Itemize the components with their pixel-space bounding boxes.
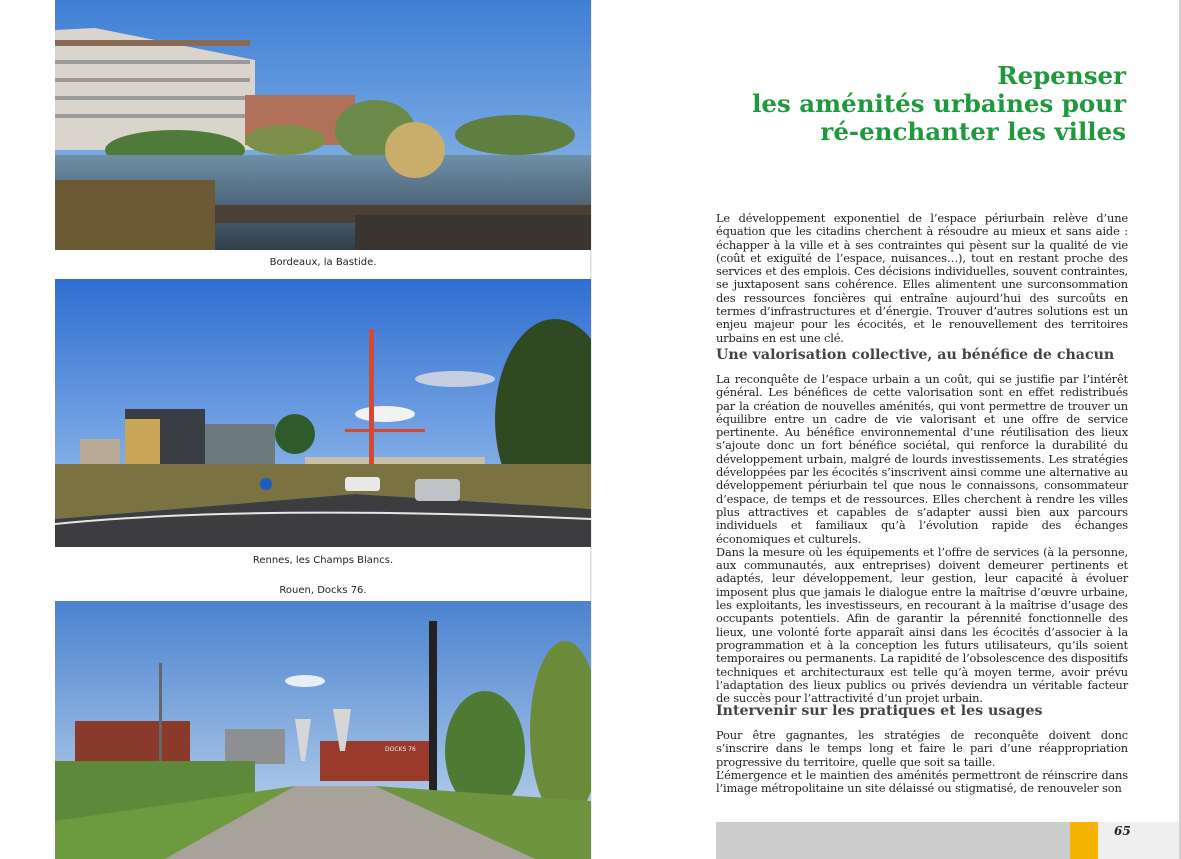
section-text xyxy=(716,373,1128,705)
photo-rennes xyxy=(55,279,591,547)
title-line: ré-enchanter les villes xyxy=(820,117,1126,146)
page-title xyxy=(752,62,1126,146)
photo-bordeaux xyxy=(55,0,591,250)
paragraph: L’émergence et le maintien des aménités permettront de réinscrire dans l’image métropolitaine un site délaissé ou stigmatisé, de renouveler son xyxy=(716,767,1128,796)
paragraph: Le développement exponentiel de l’espace périurbain relève d’une équation que les citadins cherchent à résoudre au mieux et sans aide : échapper à la ville et à ses contraintes qui pèsent sur la qualité de vie (coût et exiguïté de l’espace, nuisances…), tout en restant proche des services et des emplois. Ces décisions individuelles, souvent contraintes, se juxtaposent sans cohérence. Elles alimentent une surconsommation des ressources foncières qui entraîne aujourd’hui des surcoûts en termes d’infrastructures et d’énergie. Trouver d’autres solutions est un enjeu majeur pour les écocités, et le renouvellement des territoires urbains en est une clé. xyxy=(716,211,1128,345)
footer-bar xyxy=(716,822,1070,859)
docks-sign: DOCKS 76 xyxy=(385,746,416,753)
paragraph: Dans la mesure où les équipements et l’offre de services (à la personne, aux communautés, aux entreprises) doivent demeurer pertinents et adaptés, leur développement, leur gestion, leur capacité à évoluer imposent plus que jamais le dialogue entre la maîtrise d’œuvre urbaine, les exploitants, les investisseurs, en recourant à la maîtrise d’usage des occupants potentiels. Afin de garantir la pérennité fonctionnelle des lieux, une volonté forte apparaît ainsi dans les écocités d’associer à la programmation et à la conception les futurs utilisateurs, qu’ils soient temporaires ou permanents. La rapidité de l’obsolescence des dispositifs techniques et architecturaux est telle qu’à moyen terme, avoir prévu l’adaptation des lieux publics ou privés deviendra un véritable facteur de succès pour l’attractivité d’un projet urbain. xyxy=(716,544,1128,706)
page-number: 65 xyxy=(1098,822,1179,859)
section-heading: Intervenir sur les pratiques et les usages xyxy=(716,703,1043,719)
footer-accent xyxy=(1070,822,1098,859)
photo-caption: Bordeaux, la Bastide. xyxy=(269,257,377,268)
paragraph: La reconquête de l’espace urbain a un coût, qui se justifie par l’intérêt général. Les bénéfices de cette valorisation sont en effet redistribués par la création de nouvelles aménités, qui vont permettre de trouver un équilibre entre un cadre de vie valorisant et une offre de service pertinente. Au bénéfice environnemental d’une réutilisation des lieux s’ajoute donc un fort bénéfice sociétal, qui renforce la durabilité du développement urbain, malgré de lourds investissements. Les stratégies développées par les écocités s’inscrivent ainsi comme une alternative au développement périurbain tel que nous le connaissons, consommateur d’espace, de temps et de ressources. Elles cherchent à rendre les villes plus attractives et capables de s’adapter aussi bien aux parcours individuels et familiaux qu’à l’évolution rapide des échanges économiques et culturels. xyxy=(716,372,1128,546)
photo-rouen xyxy=(55,601,591,859)
intro-text xyxy=(716,212,1128,345)
paragraph: Pour être gagnantes, les stratégies de reconquête doivent donc s’inscrire dans le temps long et faire le pari d’une réappropriation progressive du territoire, quelle que soit sa taille. xyxy=(716,728,1128,769)
title-line: les aménités urbaines pour xyxy=(752,89,1126,118)
section-text xyxy=(716,729,1128,795)
photo-caption: Rennes, les Champs Blancs. xyxy=(252,555,394,566)
photo-caption: Rouen, Docks 76. xyxy=(279,585,367,596)
title-line: Repenser xyxy=(997,61,1126,90)
section-heading: Une valorisation collective, au bénéfice de chacun xyxy=(716,347,1115,363)
